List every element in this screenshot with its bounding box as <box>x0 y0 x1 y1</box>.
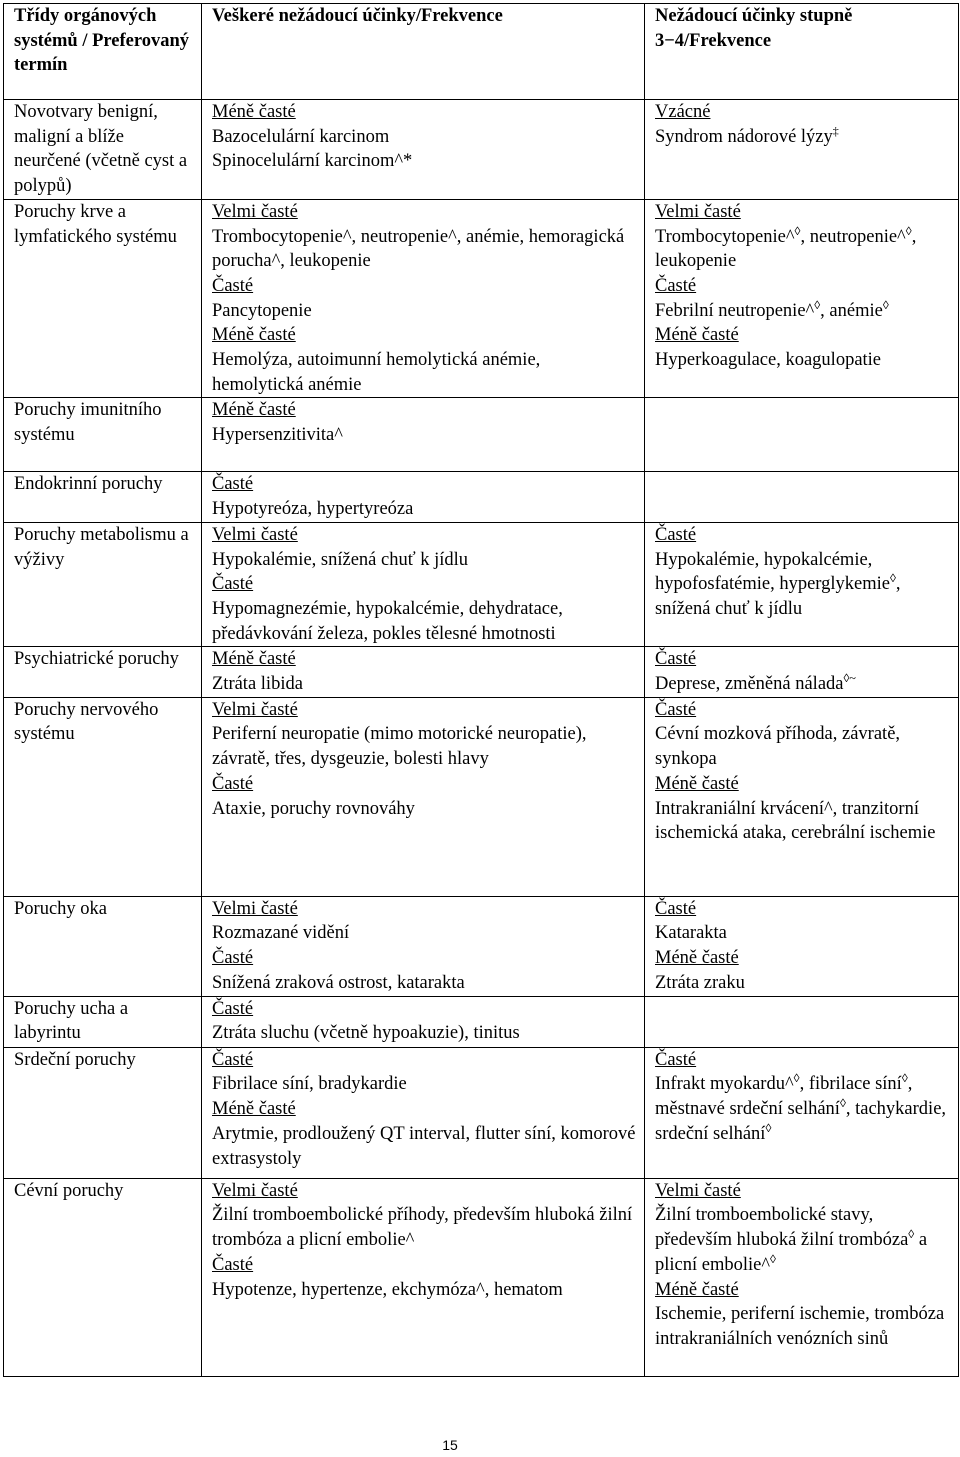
reaction-terms: Spinocelulární karcinom^* <box>212 151 413 172</box>
reaction-terms: Hypersenzitivita^ <box>212 425 343 446</box>
reaction-terms: Deprese, změněná nálada◊~ <box>655 670 856 695</box>
reaction-terms: Žilní tromboembolické stavy, především hluboká žilní trombóza◊ a plicní embolie^◊ <box>655 1205 928 1275</box>
table-row <box>4 647 959 697</box>
reaction-terms: Hyperkoagulace, koagulopatie <box>655 350 882 371</box>
reaction-terms: Periferní neuropatie (mimo motorické neuropatie), závratě, třes, dysgeuzie, bolesti hlavy <box>212 724 587 770</box>
table-row <box>4 896 959 996</box>
frequency-label: Časté <box>655 649 697 670</box>
reaction-terms: Pancytopenie <box>212 300 312 321</box>
frequency-label: Časté <box>655 898 697 919</box>
table-header-row <box>4 4 959 100</box>
header-organ-class: Třídy orgánových systémů / Preferovaný termín <box>4 4 202 100</box>
grade-3-4-cell <box>645 1047 959 1178</box>
reaction-terms: Ztráta sluchu (včetně hypoakuzie), tinitus <box>212 1023 520 1044</box>
grade-3-4-cell <box>645 100 959 200</box>
all-reactions-cell <box>202 522 645 647</box>
adverse-reactions-table <box>3 3 959 1377</box>
frequency-label: Časté <box>212 275 254 296</box>
frequency-label: Časté <box>212 998 254 1019</box>
frequency-label: Méně časté <box>655 948 739 969</box>
frequency-label: Časté <box>655 699 697 720</box>
all-reactions-cell <box>202 199 645 398</box>
table-row <box>4 100 959 200</box>
page-number: 15 <box>442 1437 458 1453</box>
reaction-terms: Cévní mozková příhoda, závratě, synkopa <box>655 724 901 770</box>
reaction-terms: Ataxie, poruchy rovnováhy <box>212 798 415 819</box>
reaction-terms: Hypokalémie, snížená chuť k jídlu <box>212 549 469 570</box>
grade-3-4-cell <box>645 996 959 1047</box>
organ-class-cell: Poruchy oka <box>4 896 202 996</box>
reaction-terms: Hypokalémie, hypokalcémie, hypofosfatémie, hyperglykemie◊, snížená chuť k jídlu <box>655 549 901 619</box>
all-reactions-cell <box>202 647 645 697</box>
header-grade-3-4-reactions: Nežádoucí účinky stupně 3−4/Frekvence <box>645 4 959 100</box>
grade-3-4-cell <box>645 199 959 398</box>
grade-3-4-cell <box>645 896 959 996</box>
frequency-label: Méně časté <box>212 400 296 421</box>
reaction-terms: Ztráta libida <box>212 674 303 695</box>
reaction-terms: Bazocelulární karcinom <box>212 126 390 147</box>
frequency-label: Velmi časté <box>212 201 298 222</box>
frequency-label: Časté <box>212 574 254 595</box>
reaction-terms: Arytmie, prodloužený QT interval, flutter síní, komorové extrasystoly <box>212 1123 636 1169</box>
reaction-terms: Ztráta zraku <box>655 972 745 993</box>
all-reactions-cell <box>202 1178 645 1376</box>
reaction-terms: Snížená zraková ostrost, katarakta <box>212 972 465 993</box>
all-reactions-cell <box>202 472 645 522</box>
reaction-terms: Katarakta <box>655 923 727 944</box>
table-row <box>4 1178 959 1376</box>
table-row <box>4 398 959 472</box>
frequency-label: Méně časté <box>212 325 296 346</box>
reaction-terms: Rozmazané vidění <box>212 923 350 944</box>
table-row <box>4 1047 959 1178</box>
reaction-terms: Hypotenze, hypertenze, ekchymóza^, hematom <box>212 1279 563 1300</box>
frequency-label: Velmi časté <box>655 201 741 222</box>
table-row <box>4 472 959 522</box>
all-reactions-cell <box>202 1047 645 1178</box>
frequency-label: Velmi časté <box>212 1180 298 1201</box>
frequency-label: Méně časté <box>212 102 296 122</box>
reaction-terms: Fibrilace síní, bradykardie <box>212 1074 407 1095</box>
frequency-label: Méně časté <box>655 325 739 346</box>
organ-class-cell: Poruchy ucha a labyrintu <box>4 996 202 1047</box>
grade-3-4-cell <box>645 1178 959 1376</box>
reaction-terms: Hemolýza, autoimunní hemolytická anémie, hemolytická anémie <box>212 350 541 395</box>
reaction-terms: Intrakraniální krvácení^, tranzitorní ischemická ataka, cerebrální ischemie <box>655 798 936 844</box>
all-reactions-cell <box>202 996 645 1047</box>
organ-class-cell: Endokrinní poruchy <box>4 472 202 522</box>
frequency-label: Méně časté <box>212 1099 296 1120</box>
reaction-terms: Infrakt myokardu^◊, fibrilace síní◊, městnavé srdeční selhání◊, tachykardie, srdeční selhání◊ <box>655 1071 947 1144</box>
frequency-label: Velmi časté <box>212 524 298 545</box>
all-reactions-cell <box>202 896 645 996</box>
frequency-label: Časté <box>655 275 697 296</box>
organ-class-cell: Novotvary benigní, maligní a blíže neurčené (včetně cyst a polypů) <box>4 100 202 200</box>
header-all-reactions: Veškeré nežádoucí účinky/Frekvence <box>202 4 645 100</box>
organ-class-cell: Poruchy krve a lymfatického systému <box>4 199 202 398</box>
grade-3-4-cell <box>645 472 959 522</box>
organ-class-cell: Poruchy imunitního systému <box>4 398 202 472</box>
reaction-terms: Žilní tromboembolické příhody, především hluboká žilní trombóza a plicní embolie^ <box>212 1205 633 1251</box>
frequency-label: Časté <box>655 1049 697 1070</box>
reaction-terms: Hypotyreóza, hypertyreóza <box>212 499 414 520</box>
reaction-terms <box>655 125 950 150</box>
grade-3-4-cell <box>645 522 959 647</box>
table-row <box>4 522 959 647</box>
all-reactions-cell <box>202 697 645 896</box>
frequency-label: Časté <box>212 1049 254 1070</box>
footnote-mark: ‡ <box>832 123 839 138</box>
frequency-label: Méně časté <box>212 649 296 670</box>
grade-3-4-cell <box>645 398 959 472</box>
reaction-term-text: Syndrom nádorové lýzy <box>655 126 833 147</box>
frequency-label: Velmi časté <box>212 898 298 919</box>
reaction-terms: Febrilní neutropenie^◊, anémie◊ <box>655 297 889 321</box>
reaction-terms: Ischemie, periferní ischemie, trombóza intrakraniálních venózních sinů <box>655 1304 945 1349</box>
frequency-label: Méně časté <box>655 1279 739 1300</box>
all-reactions-cell <box>202 100 645 200</box>
grade-3-4-cell <box>645 647 959 697</box>
all-reactions-cell <box>202 398 645 472</box>
frequency-label: Časté <box>655 524 697 545</box>
organ-class-cell: Cévní poruchy <box>4 1178 202 1376</box>
frequency-label: Vzácné <box>655 102 711 122</box>
organ-class-cell: Psychiatrické poruchy <box>4 647 202 697</box>
frequency-label: Méně časté <box>655 773 739 794</box>
frequency-label: Časté <box>212 948 254 969</box>
table-body <box>4 100 959 1377</box>
frequency-label: Časté <box>212 773 254 794</box>
frequency-label: Časté <box>212 1254 254 1275</box>
frequency-label: Časté <box>212 474 254 495</box>
organ-class-cell: Poruchy nervového systému <box>4 697 202 896</box>
table-row <box>4 996 959 1047</box>
frequency-label: Velmi časté <box>212 699 298 720</box>
organ-class-cell: Srdeční poruchy <box>4 1047 202 1178</box>
grade-3-4-cell <box>645 697 959 896</box>
table-row <box>4 697 959 896</box>
organ-class-cell: Poruchy metabolismu a výživy <box>4 522 202 647</box>
reaction-terms: Hypomagnezémie, hypokalcémie, dehydratace, předávkování železa, pokles tělesné hmotnosti <box>212 598 563 644</box>
frequency-label: Velmi časté <box>655 1180 741 1201</box>
reaction-terms: Trombocytopenie^◊, neutropenie^◊, leukopenie <box>655 223 917 272</box>
reaction-terms: Trombocytopenie^, neutropenie^, anémie, hemoragická porucha^, leukopenie <box>212 226 625 272</box>
table-row <box>4 199 959 398</box>
